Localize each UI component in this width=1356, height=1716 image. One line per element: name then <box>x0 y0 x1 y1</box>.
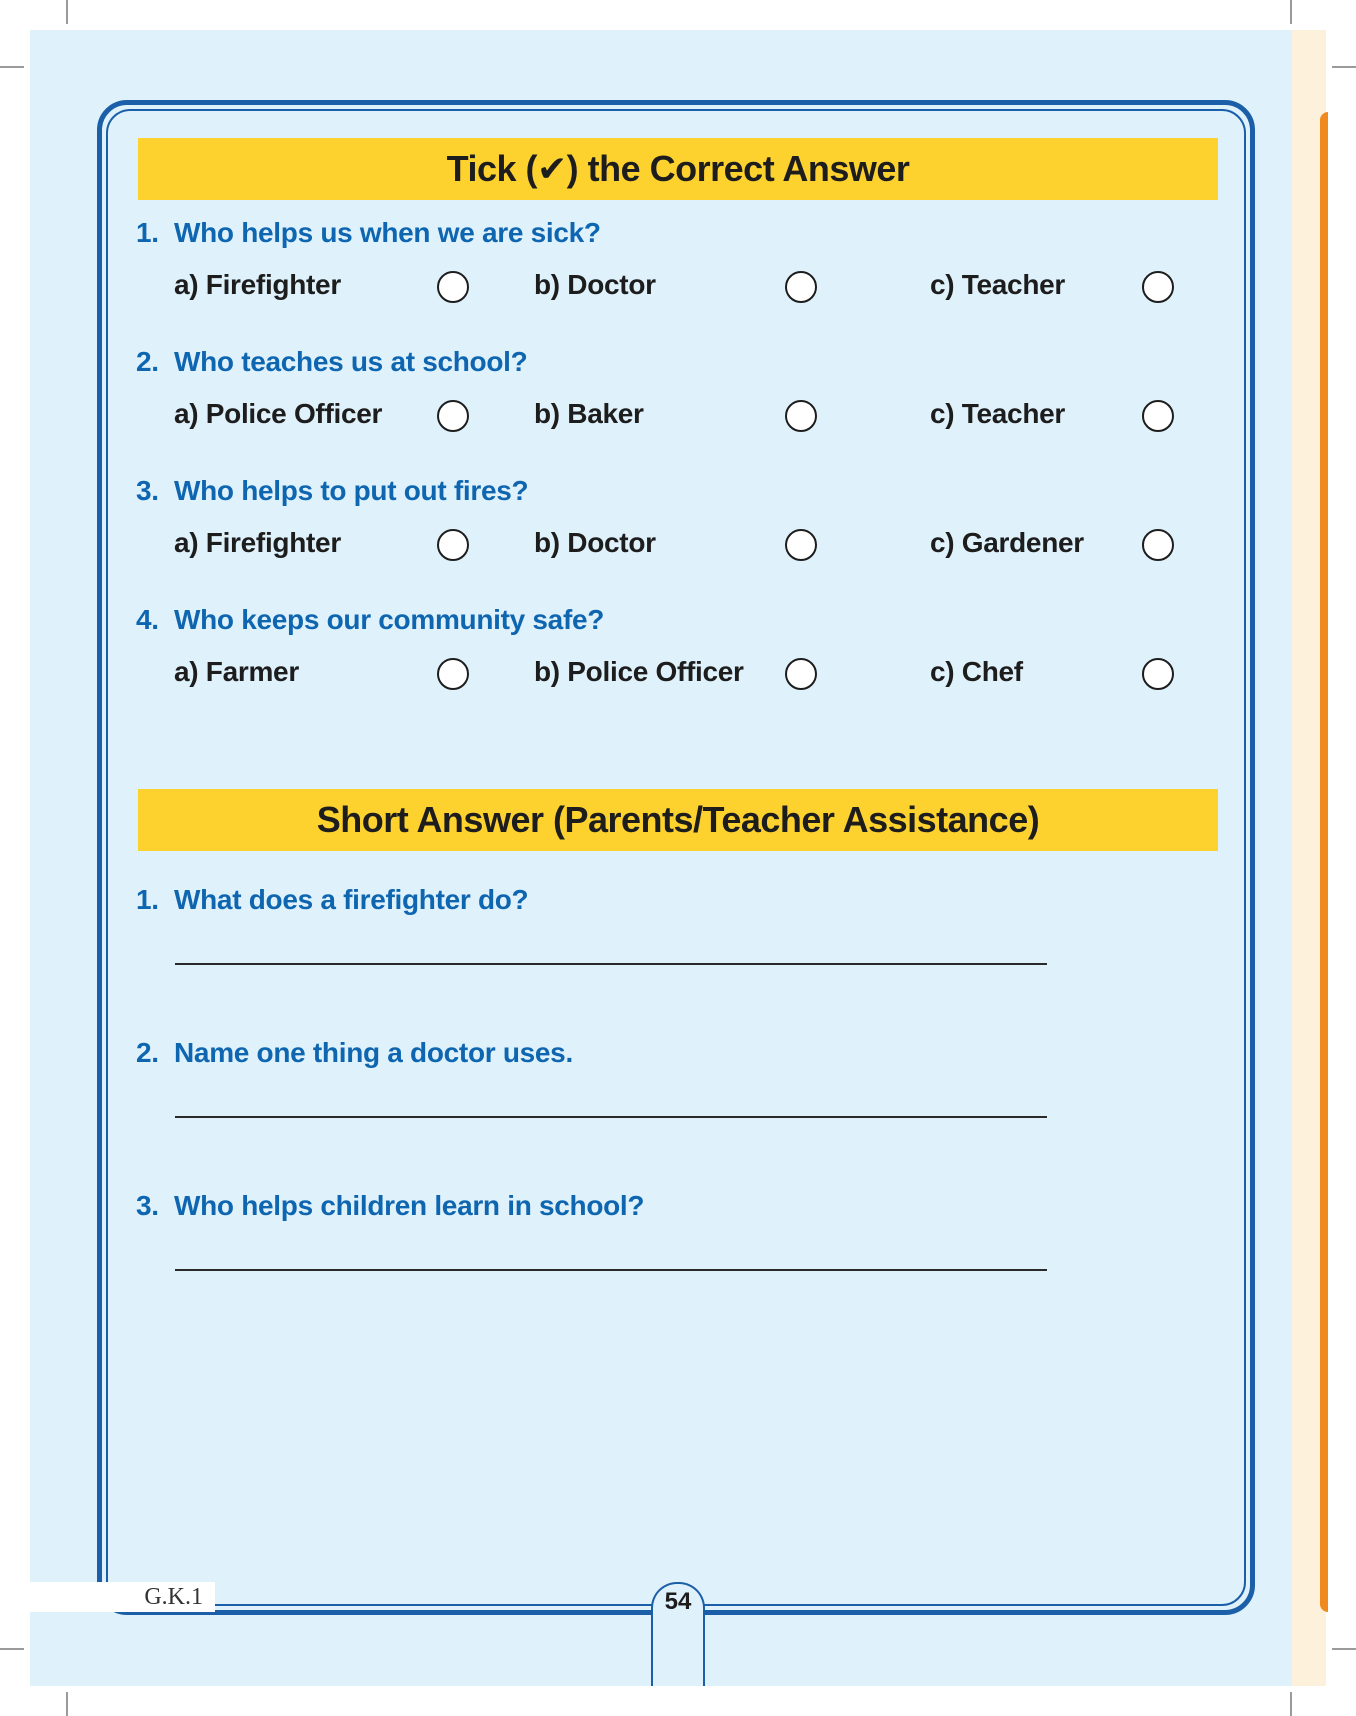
answer-circle[interactable] <box>1142 400 1174 432</box>
crop-mark <box>1332 66 1356 68</box>
option-label: b) Doctor <box>534 269 656 300</box>
crop-mark <box>66 1692 68 1716</box>
answer-circle[interactable] <box>1142 658 1174 690</box>
tick-question-4 <box>136 604 604 636</box>
crop-mark <box>66 0 68 24</box>
answer-circle[interactable] <box>437 658 469 690</box>
answer-line[interactable] <box>175 1269 1047 1271</box>
question-number: 2. <box>136 346 159 377</box>
page-number: 54 <box>664 1588 692 1615</box>
answer-circle[interactable] <box>437 271 469 303</box>
question-number: 1. <box>136 884 159 915</box>
question-text: Name one thing a doctor uses. <box>174 1037 573 1068</box>
crop-mark <box>1332 1648 1356 1650</box>
tick-section-title: Tick (✔) the Correct Answer <box>138 138 1218 200</box>
inner-frame <box>106 109 1246 1606</box>
question-number: 2. <box>136 1037 159 1068</box>
crop-mark <box>1290 0 1292 24</box>
tick-question-2 <box>136 346 527 378</box>
tick-question-3 <box>136 475 528 507</box>
option-label: c) Teacher <box>930 269 1065 300</box>
crop-mark <box>1290 1692 1292 1716</box>
short-question-3 <box>136 1190 644 1222</box>
tick-question-1 <box>136 217 601 249</box>
answer-circle[interactable] <box>785 658 817 690</box>
answer-circle[interactable] <box>1142 529 1174 561</box>
option-label: c) Chef <box>930 656 1023 687</box>
question-text: Who helps children learn in school? <box>174 1190 645 1221</box>
answer-line[interactable] <box>175 963 1047 965</box>
option-label: a) Firefighter <box>174 269 341 300</box>
option-label: b) Doctor <box>534 527 656 558</box>
option-label: c) Teacher <box>930 398 1065 429</box>
option-label: a) Firefighter <box>174 527 341 558</box>
short-answer-section-title: Short Answer (Parents/Teacher Assistance) <box>138 789 1218 851</box>
question-text: Who helps us when we are sick? <box>174 217 601 248</box>
answer-circle[interactable] <box>437 400 469 432</box>
question-number: 1. <box>136 217 159 248</box>
crop-mark <box>0 1648 24 1650</box>
question-text: Who teaches us at school? <box>174 346 528 377</box>
answer-circle[interactable] <box>785 400 817 432</box>
question-number: 4. <box>136 604 159 635</box>
option-label: b) Baker <box>534 398 644 429</box>
question-text: Who helps to put out fires? <box>174 475 529 506</box>
option-label: a) Farmer <box>174 656 299 687</box>
short-question-2 <box>136 1037 573 1069</box>
option-label: a) Police Officer <box>174 398 383 429</box>
question-number: 3. <box>136 475 159 506</box>
question-text: What does a firefighter do? <box>174 884 529 915</box>
crop-mark <box>0 66 24 68</box>
question-text: Who keeps our community safe? <box>174 604 605 635</box>
answer-circle[interactable] <box>1142 271 1174 303</box>
side-accent <box>1320 112 1328 1612</box>
answer-circle[interactable] <box>785 529 817 561</box>
question-number: 3. <box>136 1190 159 1221</box>
book-label: G.K.1 <box>30 1582 215 1612</box>
short-question-1 <box>136 884 528 916</box>
option-label: b) Police Officer <box>534 656 744 687</box>
answer-circle[interactable] <box>437 529 469 561</box>
answer-line[interactable] <box>175 1116 1047 1118</box>
answer-circle[interactable] <box>785 271 817 303</box>
option-label: c) Gardener <box>930 527 1084 558</box>
